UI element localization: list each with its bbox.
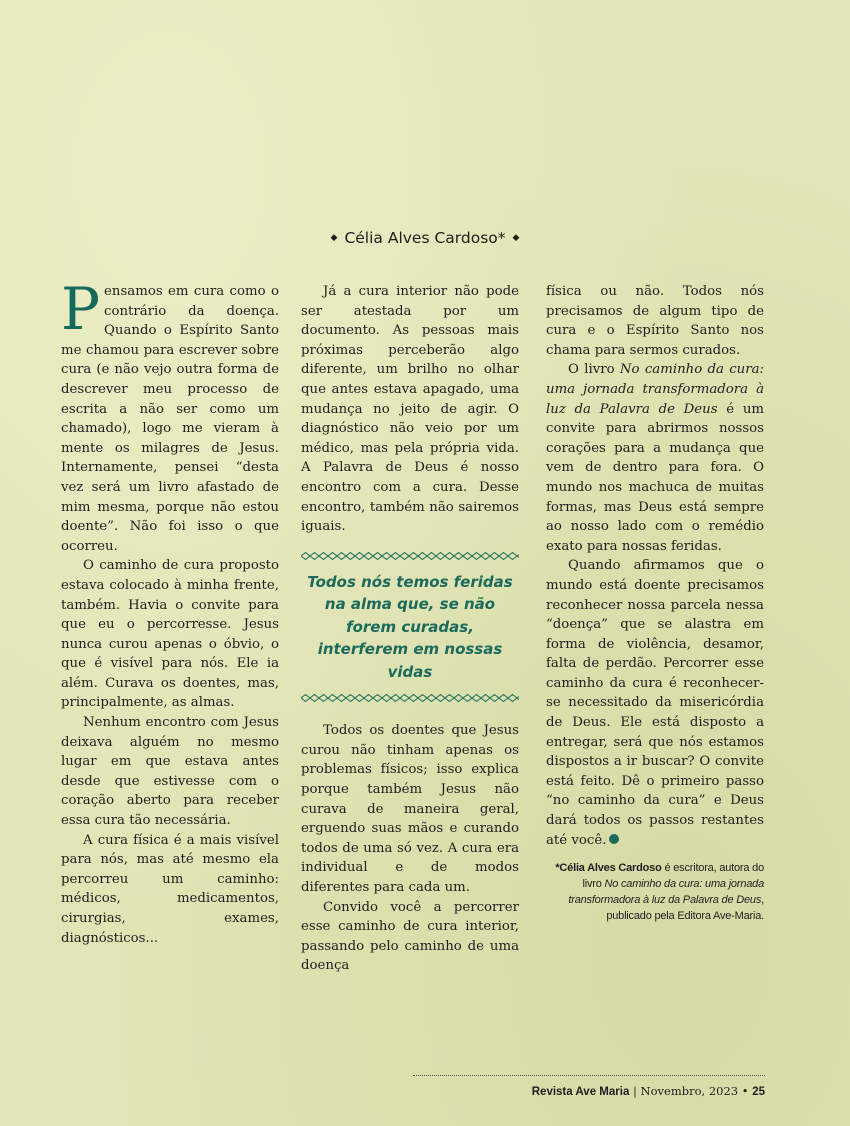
diamond-icon: ◆ bbox=[512, 233, 520, 243]
pull-quote-text: Todos nós temos feridas na alma que, se não forem curadas, interferem em nossas vidas bbox=[307, 572, 513, 681]
author-note-book: No caminho da cura: uma jornada transformadora à luz da Palavra de Deus bbox=[568, 878, 764, 907]
column-3 bbox=[546, 282, 764, 924]
paragraph: Já a cura interior não pode ser atestada por um documento. As pessoas mais próximas perceberão algo diferente, um brilho no olhar que antes estava apagado, uma mudança no jeito de agir. O diagnóstico não veio por um médico, mas pela própria vida. A Palavra de Deus é nosso encontro com a cura. Desse encontro, também não sairemos iguais. bbox=[301, 284, 519, 535]
diamond-icon: ◆ bbox=[330, 233, 338, 243]
wave-divider-icon bbox=[301, 551, 519, 561]
drop-cap: P bbox=[61, 275, 101, 343]
footer-divider bbox=[413, 1075, 765, 1076]
column-1 bbox=[61, 275, 279, 948]
issue-date: Novembro, 2023 bbox=[640, 1084, 739, 1098]
paragraph: Quando afirmamos que o mundo está doente precisamos reconhecer nossa parcela nessa “doença” que se alastra em forma de violência, desamor, falta de perdão. Percorrer esse caminho da cura é reconhecer-se necessitado da misericórdia de Deus. Ele está disposto a entregar, será que nós estamos dispostos a ir buscar? O convite está feito. Dê o primeiro passo “no caminho da cura” e Deus dará todos os passos restantes até você. bbox=[546, 558, 764, 848]
paragraph: física ou não. Todos nós precisamos de algum tipo de cura e o Espírito Santo nos chama para sermos curados. bbox=[546, 284, 764, 358]
paragraph: Todos os doentes que Jesus curou não tinham apenas os problemas físicos; isso explica porque também Jesus não curava de maneira geral, erguendo suas mãos e curando todos de uma só vez. A cura era individual e de modos diferentes para cada um. bbox=[301, 723, 519, 895]
end-mark-icon bbox=[609, 834, 619, 844]
column-2 bbox=[301, 282, 519, 976]
wave-divider-icon bbox=[301, 693, 519, 703]
author-note-name: *Célia Alves Cardoso bbox=[555, 862, 662, 875]
book-title: No caminho da cura: uma jornada transformadora à luz da Palavra de Deus bbox=[546, 362, 765, 417]
page-footer: Revista Ave Maria | Novembro, 2023 • 25 bbox=[531, 1084, 765, 1098]
paragraph: Nenhum encontro com Jesus deixava alguém no mesmo lugar em que estava antes desde que estivesse com o coração aberto para receber essa cura tão necessária. bbox=[61, 715, 279, 829]
paragraph: A cura física é a mais visível para nós, mas até mesmo ela percorreu um caminho: médicos, medicamentos, cirurgias, exames, diagnósticos... bbox=[61, 832, 279, 946]
pull-quote bbox=[301, 551, 519, 704]
page-number: 25 bbox=[752, 1086, 765, 1098]
author-name: Célia Alves Cardoso* bbox=[344, 229, 506, 247]
paragraph: Pensamos em cura como o contrário da doença. Quando o Espírito Santo me chamou para escrever sobre cura (e não vejo outra forma de descrever meu processo de escrita a não ser como um chamado), logo me vieram à mente os milagres de Jesus. Internamente, pensei “desta vez será um livro afastado de mim mesma, porque não estou doente”. Não foi isso o que ocorreu. bbox=[61, 275, 279, 554]
paragraph: Convido você a percorrer esse caminho de cura interior, passando pelo caminho de uma doença bbox=[301, 899, 519, 974]
paragraph: O livro No caminho da cura: uma jornada transformadora à luz da Palavra de Deus é um convite para abrirmos nossos corações para a mudança que vem de dentro para fora. O mundo nos machuca de muitas formas, mas Deus está sempre ao nosso lado com o remédio exato para nossas feridas. bbox=[546, 362, 765, 554]
paragraph: O caminho de cura proposto estava colocado à minha frente, também. Havia o convite para que eu o percorresse. Jesus nunca curou apenas o óbvio, o que é visível para nós. Ele ia além. Curava os doentes, mas, principalmente, as almas. bbox=[61, 558, 279, 711]
byline bbox=[0, 229, 850, 247]
magazine-name: Revista Ave Maria bbox=[531, 1086, 630, 1098]
author-note: *Célia Alves Cardoso é escritora, autora do livro No caminho da cura: uma jornada transformadora à luz da Palavra de Deus, publicado pela Editora Ave-Maria. bbox=[555, 862, 764, 923]
